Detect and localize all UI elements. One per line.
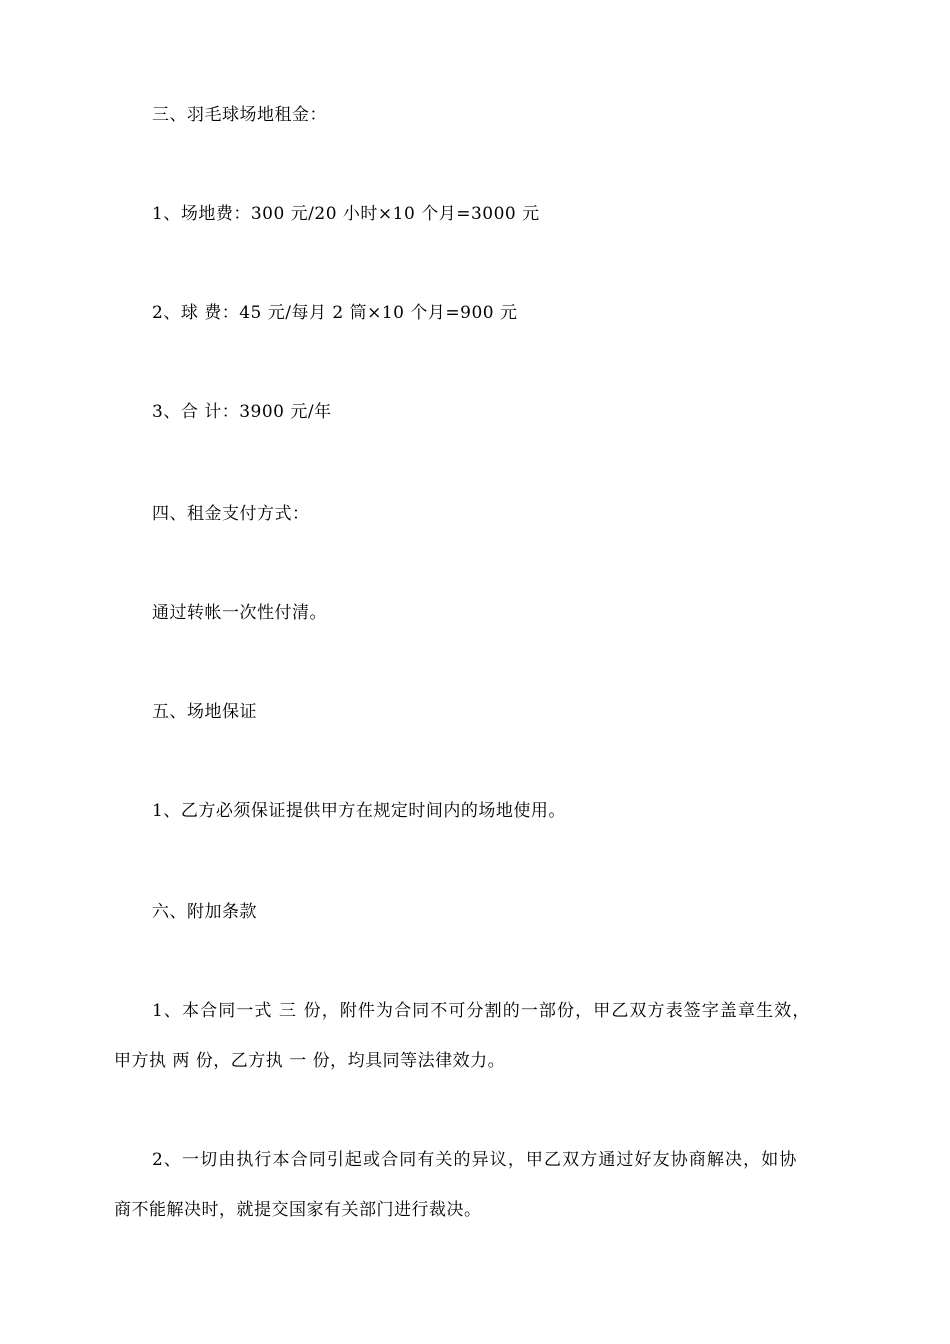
section-4-body: 通过转帐一次性付清。 — [152, 603, 327, 623]
section-5-heading: 五、场地保证 — [152, 702, 257, 722]
section-5-item-1: 1、乙方必须保证提供甲方在规定时间内的场地使用。 — [152, 801, 566, 821]
section-3-heading: 三、羽毛球场地租金： — [152, 105, 327, 125]
section-6-item-1-line-2: 甲方执 两 份，乙方执 一 份，均具同等法律效力。 — [114, 1051, 506, 1071]
section-3-item-2: 2、球 费：45 元/每月 2 筒×10 个月=900 元 — [152, 303, 518, 323]
section-6-heading: 六、附加条款 — [152, 902, 257, 922]
section-6-item-2-line-2: 商不能解决时，就提交国家有关部门进行裁决。 — [114, 1200, 482, 1220]
section-3-item-3: 3、合 计：3900 元/年 — [152, 402, 332, 422]
section-6-item-2-line-1: 2、一切由执行本合同引起或合同有关的异议，甲乙双方通过好友协商解决，如协 — [152, 1150, 798, 1170]
section-6-item-1-line-1: 1、本合同一式 三 份，附件为合同不可分割的一部份，甲乙双方表签字盖章生效， — [152, 1001, 811, 1021]
section-3-item-1: 1、场地费：300 元/20 小时×10 个月=3000 元 — [152, 204, 540, 224]
section-4-heading: 四、租金支付方式： — [152, 504, 310, 524]
